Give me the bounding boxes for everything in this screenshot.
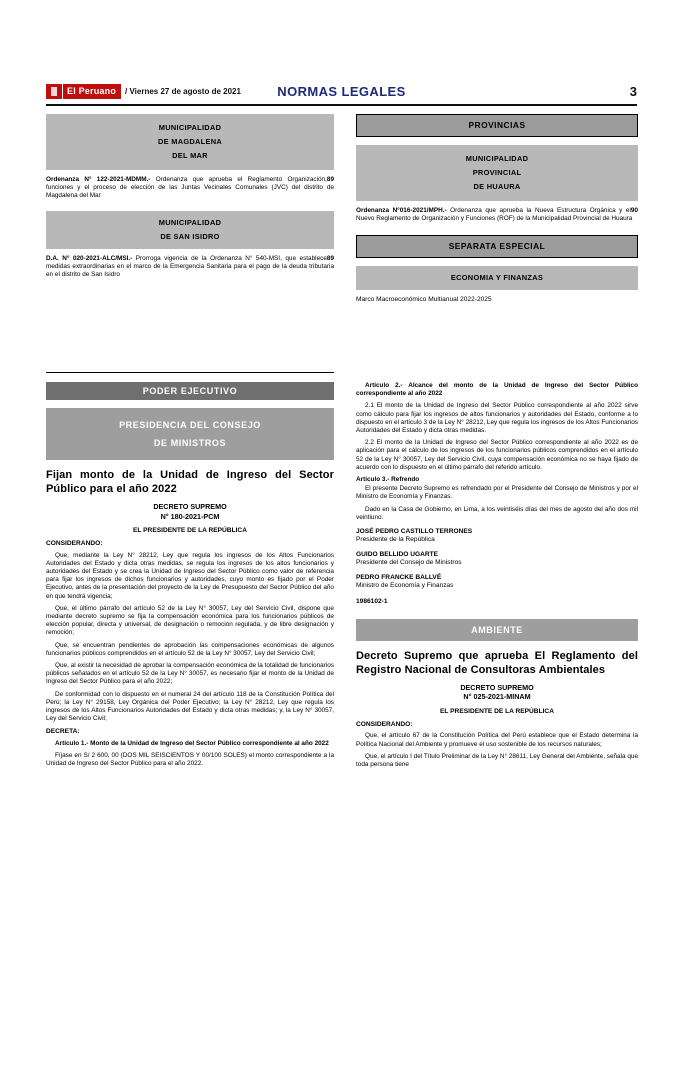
index-entry-san-isidro[interactable]: [46, 255, 334, 280]
band-line-1: MUNICIPALIDAD: [158, 123, 222, 132]
entry-text: Prorroga vigencia de la Ordenanza N° 540-MSI, que establece medidas extraordinarias en el marco de la Emergencia Sanitaria para el pago de la deuda tributaria en el distrito de San Isidro: [46, 254, 334, 279]
articulo-3-text: El presente Decreto Supremo es refrendado por el Presidente del Consejo de Ministros y por el Ministro de Economía y Finanzas.: [356, 485, 638, 501]
right-body-column: [356, 382, 638, 773]
band-line-2: PROVINCIAL: [472, 168, 522, 177]
signature-role: Ministro de Economía y Finanzas: [356, 582, 454, 590]
entry-text: Ordenanza que aprueba la Nueva Estructura Orgánica y el Nuevo Reglamento de Organización y Funciones (ROF) de la Municipalidad Provincial de Huaura: [356, 207, 633, 223]
paragraph: Que, el artículo 67 de la Constitución Política del Perú establece que el Estado determina la Política Nacional del Ambiente y promueve el uso sostenible de los recursos naturales;: [356, 732, 638, 748]
considerando-label: CONSIDERANDO:: [46, 540, 103, 548]
considerando-label-2: CONSIDERANDO:: [356, 721, 413, 729]
right-index-column: [356, 114, 638, 305]
masthead-rule: [46, 104, 637, 106]
decreto-supremo-header-2: [356, 683, 638, 702]
peru-flag-icon: [46, 84, 62, 99]
signature-role: Presidente del Consejo de Ministros: [356, 559, 462, 567]
entry-text: Ordenanza que aprueba el Reglamento Organización, funciones y el proceso de elección de las Juntas Vecinales Comunales (JVC) del distrito de Magdalena del Mar: [46, 176, 334, 200]
band-economia-finanzas: ECONOMIA Y FINANZAS: [356, 266, 638, 290]
document-title-2: Decreto Supremo que aprueba El Reglamento del Registro Nacional de Consultoras Ambientales: [356, 649, 638, 676]
paragraph: Que, se encuentran pendientes de aprobación las compensaciones económicas de algunos funcionarios públicos comprendidos en el artículo 52 de la Ley N° 30057, Ley del Servicio Civil;: [46, 641, 334, 657]
articulo-2-paragraph: 2.1 El monto de la Unidad de Ingreso del Sector Público correspondiente al año 2022 sirve como cálculo para fijar los ingresos de altos funcionarios y autoridades del Estado, conforme a lo dispuesto en el artículo 3 de la Ley N° 28212, Ley que regula los ingresos de los Altos Funcionarios Autoridades del Estado y dicta otras medidas.: [356, 402, 638, 435]
band-line-1: MUNICIPALIDAD: [465, 154, 529, 163]
articulo-3-title: Artículo 3.- Refrendo: [356, 476, 420, 484]
dado-text: Dado en la Casa de Gobierno, en Lima, a los veintiséis días del mes de agosto del año dos mil veintiuno.: [356, 505, 638, 521]
signature-name: GUIDO BELLIDO UGARTE: [356, 550, 439, 558]
signature-role: Presidente de la República: [356, 536, 435, 544]
document-title: Fijan monto de la Unidad de Ingreso del Sector Público para el año 2022: [46, 469, 334, 496]
left-body-column: [46, 382, 334, 772]
band-pcm: [46, 408, 334, 460]
signature-name: JOSÉ PEDRO CASTILLO TERRONES: [356, 528, 473, 536]
brand-label: El Peruano: [63, 84, 121, 99]
document-code: 1986102-1: [356, 598, 388, 606]
ds-line-1: DECRETO SUPREMO: [153, 502, 227, 512]
articulo-2-paragraph: 2.2 El monto de la Unidad de Ingreso del Sector Público correspondiente al año 2022 es de aplicación para el cálculo de los ingresos de los funcionarios públicos comprendidos en el artículo 52 de la Ley N° 30057, Ley del Servicio Civil, cuya compensación económica no se haya fijado de acuerdo con lo dispuesto en el último párrafo del referido artículo.: [356, 439, 638, 471]
band-municipalidad-san-isidro: [46, 211, 334, 249]
band-line-3: DE HUAURA: [473, 182, 521, 191]
page-number: 3: [629, 83, 637, 99]
signature-name: PEDRO FRANCKE BALLVÉ: [356, 573, 442, 581]
signature-block: [356, 528, 638, 545]
band-provincias: PROVINCIAS: [356, 114, 638, 137]
entry-page-number: 89: [326, 254, 334, 262]
ds-line-2: N° 180-2021-PCM: [160, 511, 220, 521]
entry-reference: Ordenanza N° 122-2021-MDMM.-: [46, 176, 151, 183]
issue-date: / Viernes 27 de agosto de 2021: [125, 86, 241, 96]
band-line-2: DE MINISTROS: [153, 438, 227, 449]
left-column-divider: [46, 372, 334, 373]
entry-page-number: 90: [630, 207, 638, 214]
paragraph: De conformidad con lo dispuesto en el numeral 24 del artículo 118 de la Constitución Política del Perú; la Ley N° 29158, Ley Orgánica del Poder Ejecutivo; la Ley N° 28212, Ley que regula los ingresos de los Altos Funcionarios Autoridades del Estado y dicta otras medidas; y, la Ley N° 30057, Ley del Servicio Civil;: [46, 690, 334, 723]
separata-entry[interactable]: Marco Macroeconómico Multianual 2022-2025: [356, 296, 492, 304]
decreto-supremo-header: [46, 502, 334, 521]
entry-reference: D.A. N° 020-2021-ALC/MSI.-: [46, 254, 133, 262]
paragraph: Que, el artículo I del Título Preliminar de la Ley N° 28611, Ley General del Ambiente, señala que toda persona tiene: [356, 752, 639, 768]
band-municipalidad-huaura: [356, 145, 638, 201]
paragraph: Que, al existir la necesidad de aprobar la compensación económica de la totalidad de funcionarios públicos señalados en el artículo 52 de la Ley N° 30057, es necesario fijar el monto de la Unidad de Ingreso del Sector Público para el año 2022;: [46, 662, 334, 686]
band-municipalidad-magdalena: [46, 114, 334, 170]
publication-title: NORMAS LEGALES: [277, 83, 406, 99]
band-line-3: DEL MAR: [172, 151, 208, 160]
entry-reference: Ordenanza N°016-2021/MPH.-: [356, 207, 447, 214]
ds-line-2: N° 025-2021-MINAM: [463, 692, 531, 702]
paragraph: Que, mediante la Ley N° 28212, Ley que regula los ingresos de los Altos Funcionarios Autoridades del Estado y dicta otras medidas, se regula los ingresos de los altos funcionarios y autoridades del Estado y se crea la Unidad de Ingreso del Sector Público como valor de referencia para fijar los ingresos de dichos funcionarios y autoridades, cuyo monto es fijado por el Poder Ejecutivo, antes de la presentación del proyecto de la Ley de Presupuesto del Sector Público del año en que tendrá vigencia;: [46, 551, 334, 600]
articulo-2-title: Artículo 2.- Alcance del monto de la Unidad de Ingreso del Sector Público correspondiente al año 2022: [356, 382, 638, 398]
band-separata-especial: SEPARATA ESPECIAL: [356, 235, 638, 258]
signature-block: [356, 551, 638, 568]
decreta-label: DECRETA:: [46, 728, 80, 736]
masthead: [46, 80, 637, 102]
president-line-2: EL PRESIDENTE DE LA REPÚBLICA: [440, 707, 554, 715]
entry-page-number: 89: [326, 176, 334, 183]
band-line-1: MUNICIPALIDAD: [158, 217, 222, 227]
left-index-column: [46, 114, 334, 279]
band-ambiente: AMBIENTE: [356, 619, 638, 641]
signature-block: [356, 574, 638, 591]
articulo-1-title: Artículo 1.- Monto de la Unidad de Ingreso del Sector Público correspondiente al año 2022: [55, 739, 329, 747]
band-line-2: DE MAGDALENA: [158, 137, 222, 146]
ds-line-1: DECRETO SUPREMO: [460, 682, 534, 692]
index-entry-huaura[interactable]: [356, 207, 638, 223]
band-line-1: PRESIDENCIA DEL CONSEJO: [119, 420, 261, 431]
articulo-1-text: Fíjase en S/ 2 600, 00 (DOS MIL SEISCIENTOS Y 00/100 SOLES) el monto correspondiente a la Unidad de Ingreso del Sector Público para el año 2022.: [46, 751, 334, 768]
band-line-2: DE SAN ISIDRO: [160, 231, 220, 241]
president-line: EL PRESIDENTE DE LA REPÚBLICA: [133, 527, 247, 535]
band-poder-ejecutivo: PODER EJECUTIVO: [46, 382, 334, 400]
index-entry-magdalena[interactable]: [46, 176, 334, 201]
paragraph: Que, el último párrafo del artículo 52 de la Ley N° 30057, Ley del Servicio Civil, dispone que mediante decreto supremo se fija la compensación económica para los funcionarios públicos de elección popular, directa y universal, de designación o remoción regulada, y de libre designación y remoción;: [46, 604, 334, 637]
